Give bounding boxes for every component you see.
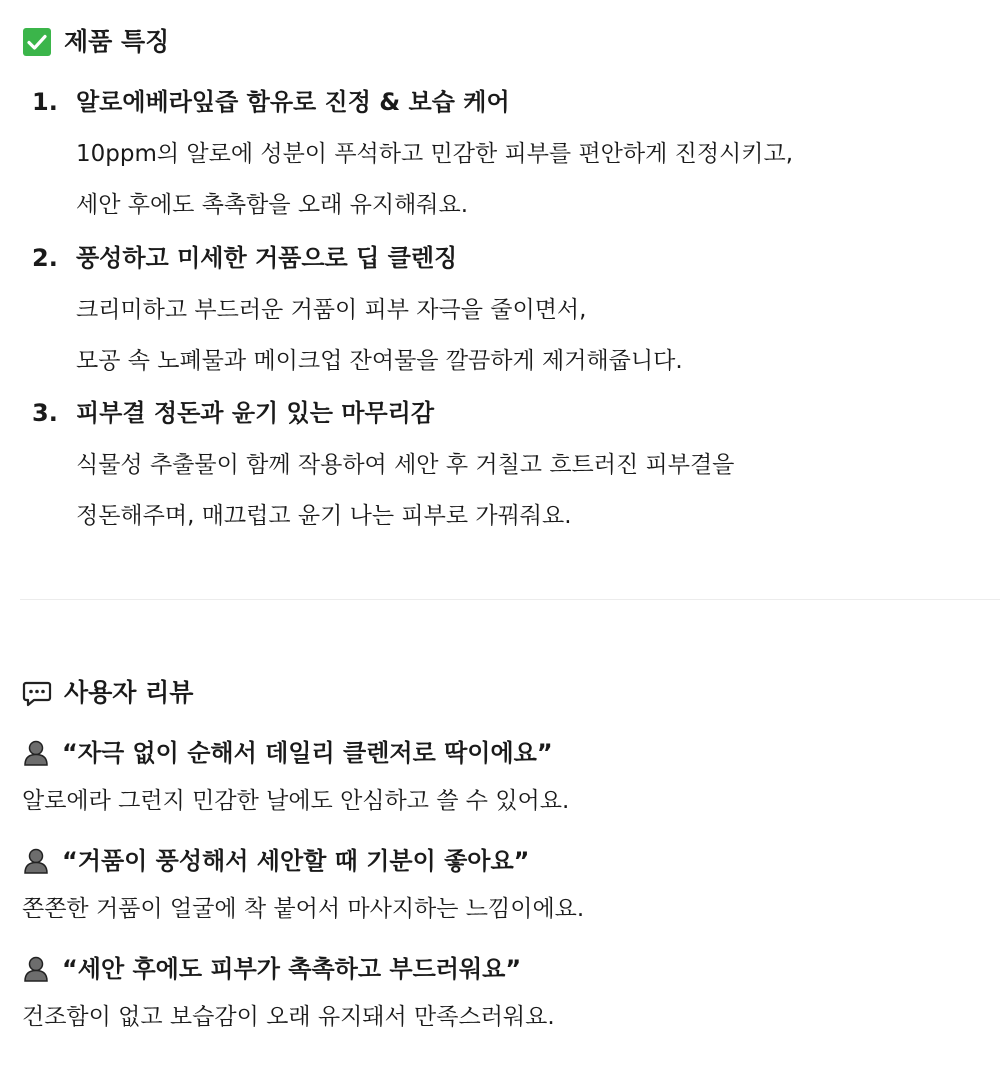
feature-number: 2. bbox=[32, 244, 58, 272]
feature-title-text: 피부결 정돈과 윤기 있는 마무리감 bbox=[76, 399, 434, 427]
features-heading bbox=[22, 27, 169, 57]
features-heading-label: 제품 특징 bbox=[64, 27, 170, 56]
reviews-heading bbox=[22, 678, 193, 708]
feature-description-line: 크리미하고 부드러운 거품이 피부 자극을 줄이면서, bbox=[76, 297, 587, 323]
section-divider bbox=[20, 599, 1000, 600]
feature-title bbox=[32, 398, 972, 428]
feature-description-line: 10ppm의 알로에 성분이 푸석하고 민감한 피부를 편안하게 진정시키고, bbox=[76, 141, 794, 167]
person-icon bbox=[22, 955, 50, 983]
review-title-text: “자극 없이 순해서 데일리 클렌저로 딱이에요” bbox=[62, 739, 553, 767]
reviews-heading-label: 사용자 리뷰 bbox=[64, 678, 194, 707]
feature-item bbox=[32, 398, 972, 531]
feature-number: 1. bbox=[32, 88, 58, 116]
check-box-icon bbox=[22, 27, 52, 57]
feature-description-line: 모공 속 노폐물과 메이크업 잔여물을 깔끔하게 제거해줍니다. bbox=[76, 348, 683, 374]
review-body: 건조함이 없고 보습감이 오래 유지돼서 만족스러워요. bbox=[22, 1004, 555, 1030]
feature-description-line: 세안 후에도 촉촉함을 오래 유지해줘요. bbox=[76, 192, 469, 218]
review-title bbox=[22, 954, 982, 984]
review-body: 알로에라 그런지 민감한 날에도 안심하고 쓸 수 있어요. bbox=[22, 788, 570, 814]
feature-title bbox=[32, 87, 972, 117]
review-body: 쫀쫀한 거품이 얼굴에 착 붙어서 마사지하는 느낌이에요. bbox=[22, 896, 585, 922]
feature-description-line: 정돈해주며, 매끄럽고 윤기 나는 피부로 가꿔줘요. bbox=[76, 503, 572, 529]
feature-description-line: 식물성 추출물이 함께 작용하여 세안 후 거칠고 흐트러진 피부결을 bbox=[76, 452, 735, 478]
review-title bbox=[22, 846, 982, 876]
person-icon bbox=[22, 739, 50, 767]
speech-bubble-icon bbox=[22, 678, 52, 708]
review-title-text: “세안 후에도 피부가 촉촉하고 부드러워요” bbox=[62, 955, 522, 983]
review-item bbox=[22, 954, 982, 1032]
person-icon bbox=[22, 847, 50, 875]
review-title-text: “거품이 풍성해서 세안할 때 기분이 좋아요” bbox=[62, 847, 530, 875]
feature-title-text: 알로에베라잎즙 함유로 진정 & 보습 케어 bbox=[76, 88, 510, 116]
review-item bbox=[22, 846, 982, 924]
feature-title bbox=[32, 243, 972, 273]
feature-item bbox=[32, 243, 972, 376]
review-title bbox=[22, 738, 982, 768]
feature-item bbox=[32, 87, 972, 220]
feature-title-text: 풍성하고 미세한 거품으로 딥 클렌징 bbox=[76, 244, 458, 272]
feature-number: 3. bbox=[32, 399, 58, 427]
review-item bbox=[22, 738, 982, 816]
